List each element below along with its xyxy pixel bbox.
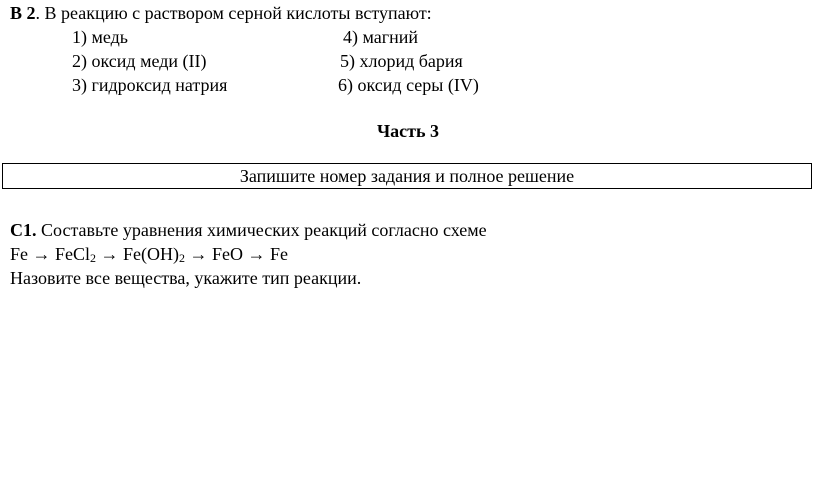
instruction-box <box>2 163 812 189</box>
part3-title-text: Часть 3 <box>376 121 440 141</box>
task-b2-header <box>10 2 432 24</box>
scheme-subscript-1: 2 <box>90 251 97 265</box>
task-b2-label: В 2 <box>10 3 36 23</box>
scheme-part-2: → Fe(OH) <box>96 244 180 264</box>
option-4: 4) магний <box>343 27 419 47</box>
option-2: 2) оксид меди (II) <box>72 51 207 71</box>
scheme-subscript-2: 2 <box>179 251 186 265</box>
scheme-part-3: → FeO → Fe <box>185 244 289 264</box>
option-5: 5) хлорид бария <box>340 51 463 71</box>
task-b2-question: . В реакцию с раствором серной кислоты вступают: <box>35 3 432 23</box>
reaction-scheme <box>10 243 288 265</box>
option-1: 1) медь <box>72 27 129 47</box>
instruction-text: Запишите номер задания и полное решение <box>239 166 575 186</box>
task-c1-label: С1. <box>10 220 37 240</box>
task-c1-question: Составьте уравнения химических реакций согласно схеме <box>36 220 487 240</box>
option-6: 6) оксид серы (IV) <box>338 75 479 95</box>
option-3: 3) гидроксид натрия <box>72 75 228 95</box>
part3-title <box>0 120 816 142</box>
scheme-part-1: Fe → FeCl <box>10 244 91 264</box>
task-c1-header <box>10 219 487 241</box>
task-c1-note: Назовите все вещества, укажите тип реакции. <box>10 268 362 288</box>
